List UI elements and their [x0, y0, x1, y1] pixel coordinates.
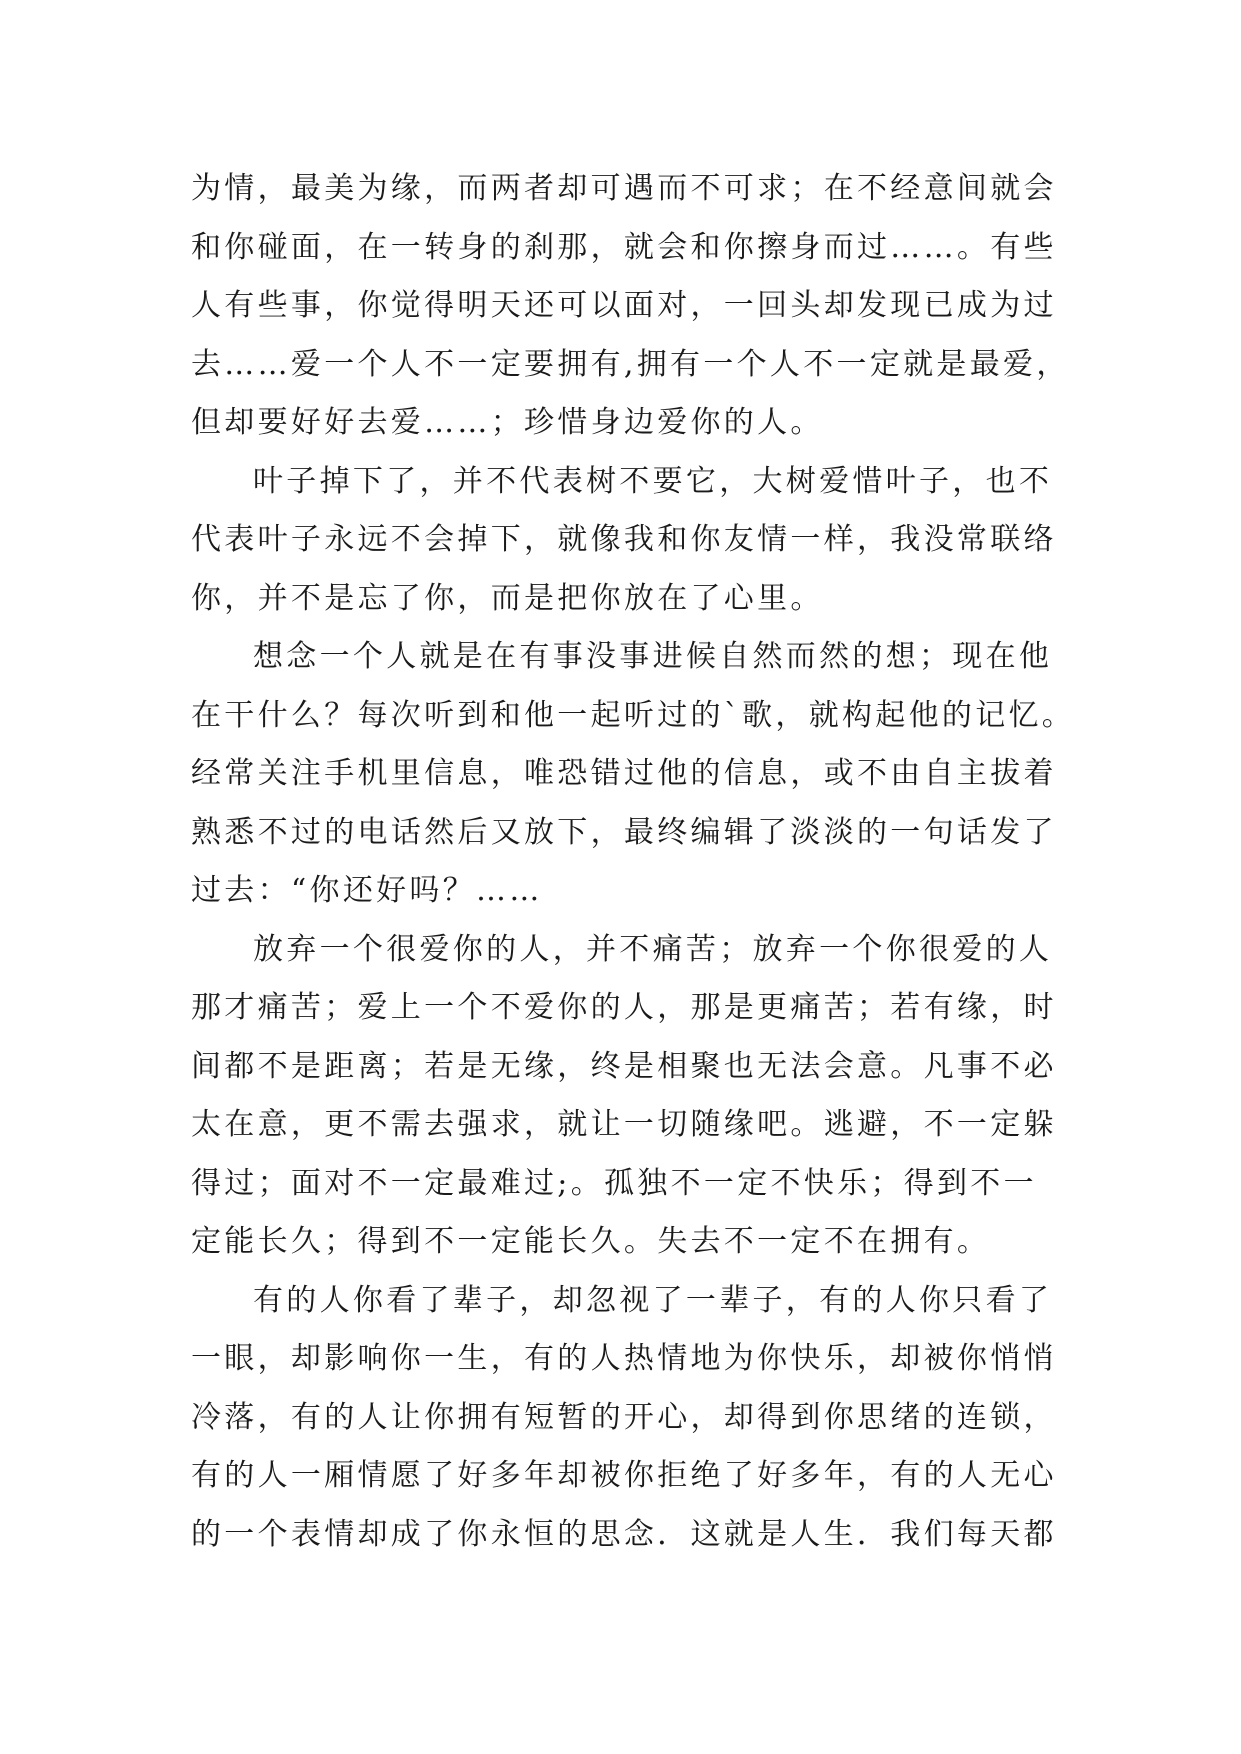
text-line: 代表叶子永远不会掉下，就像我和你友情一样，我没常联络: [191, 522, 1057, 557]
text-line: 太在意，更不需去强求，就让一切随缘吧。逃避，不一定躲: [191, 1107, 1057, 1142]
text-line: 为情，最美为缘，而两者却可遇而不可求；在不经意间就会: [191, 171, 1057, 206]
text-line: 有的人你看了辈子，却忽视了一辈子，有的人你只看了: [253, 1282, 1053, 1318]
text-line: 在干什么？每次听到和他一起听过的`歌，就构起他的记忆。: [191, 697, 1076, 733]
text-line: 定能长久；得到不一定能长久。失去不一定不在拥有。: [191, 1224, 991, 1259]
text-line: 想念一个人就是在有事没事进候自然而然的想；现在他: [253, 639, 1053, 674]
body-text: [191, 160, 1081, 1564]
paragraph-2: [191, 453, 1081, 629]
text-line: 放弃一个很爱你的人，并不痛苦；放弃一个你很爱的人: [253, 931, 1053, 967]
text-line: 冷落，有的人让你拥有短暂的开心，却得到你思绪的连锁，: [191, 1399, 1057, 1435]
text-line: 但却要好好去爱……；珍惜身边爱你的人。: [191, 405, 824, 440]
text-line: 经常关注手机里信息，唯恐错过他的信息，或不由自主拔着: [191, 756, 1057, 791]
text-line: 去……爱一个人不一定要拥有,拥有一个人不一定就是最爱，: [191, 346, 1070, 382]
paragraph-3: [191, 628, 1081, 921]
paragraph-4: [191, 921, 1081, 1272]
text-line: 过去：“你还好吗？……: [191, 873, 543, 908]
text-line: 和你碰面，在一转身的刹那，就会和你擦身而过……。有些: [191, 229, 1057, 265]
text-line: 有的人一厢情愿了好多年却被你拒绝了好多年，有的人无心: [191, 1458, 1057, 1493]
text-line: 一眼，却影响你一生，有的人热情地为你快乐，却被你悄悄: [191, 1341, 1057, 1376]
text-line: 人有些事，你觉得明天还可以面对，一回头却发现已成为过: [191, 288, 1057, 323]
text-line: 你，并不是忘了你，而是把你放在了心里。: [191, 580, 824, 616]
text-line: 间都不是距离；若是无缘，终是相聚也无法会意。凡事不必: [191, 1048, 1057, 1084]
text-line: 的一个表情却成了你永恒的思念．这就是人生．我们每天都: [191, 1516, 1057, 1552]
text-line: 熟悉不过的电话然后又放下，最终编辑了淡淡的一句话发了: [191, 814, 1057, 850]
text-line: 叶子掉下了，并不代表树不要它，大树爱惜叶子，也不: [253, 463, 1053, 499]
paragraph-1: [191, 160, 1081, 453]
text-line: 得过；面对不一定最难过;。孤独不一定不快乐；得到不一: [191, 1165, 1037, 1201]
text-line: 那才痛苦；爱上一个不爱你的人，那是更痛苦；若有缘，时: [191, 990, 1057, 1025]
paragraph-5: [191, 1272, 1081, 1565]
